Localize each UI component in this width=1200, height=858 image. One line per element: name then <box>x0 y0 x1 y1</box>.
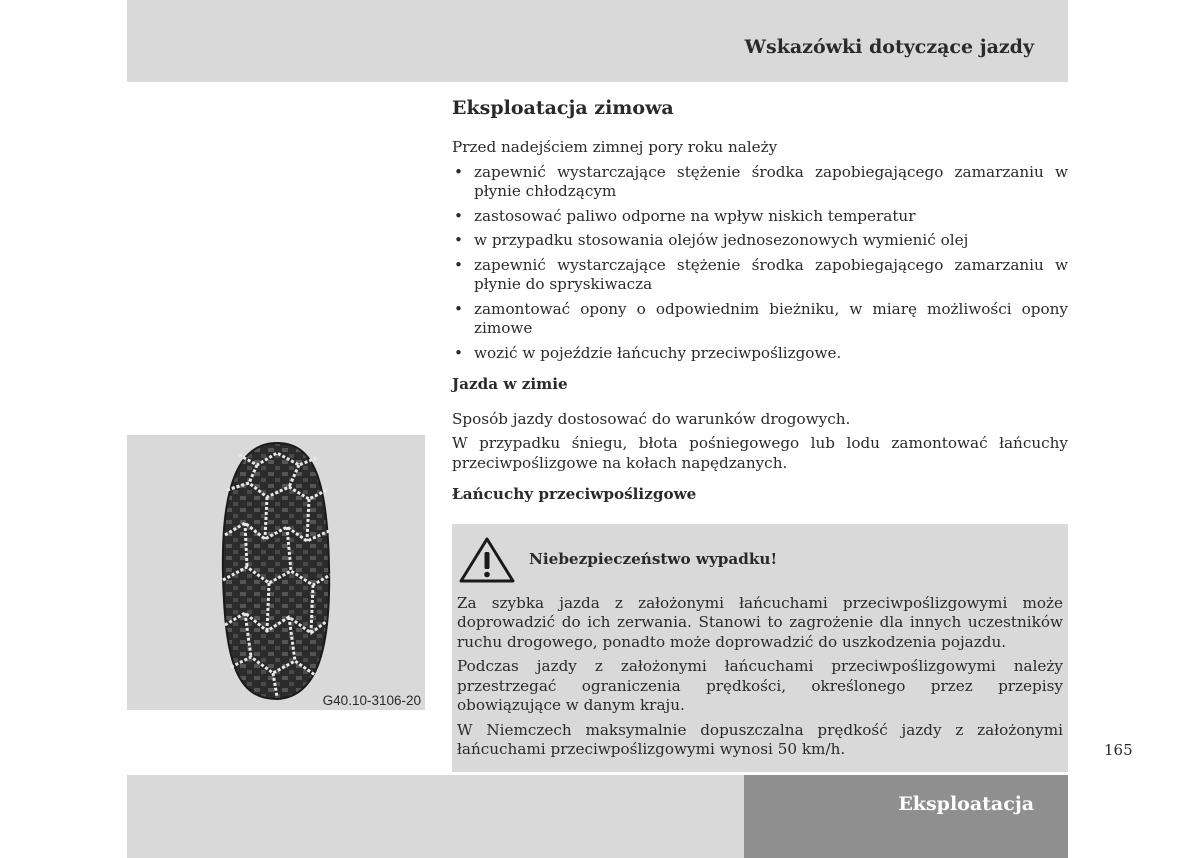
page-number: 165 <box>1104 741 1133 759</box>
paragraph: W przypadku śniegu, błota pośniegowego lub lodu zamontować łańcuchy przeciwpoślizgowe na kołach napędzanych. <box>452 434 1068 472</box>
footer-chapter-label: Eksploatacja <box>898 793 1034 815</box>
section-title: Eksploatacja zimowa <box>452 97 674 119</box>
paragraph: Sposób jazdy dostosować do warunków drogowych. <box>452 409 851 428</box>
warning-paragraph: Podczas jazdy z założonymi łańcuchami przeciwpoślizgowymi należy przestrzegać ograniczenia prędkości, określonego przez przepisy obowiązujące w danym kraju. <box>457 657 1063 714</box>
winter-checklist <box>452 163 1068 364</box>
list-item: • wozić w pojeździe łańcuchy przeciwpoślizgowe. <box>452 344 1068 364</box>
winter-driving-heading: Jazda w zimie <box>452 375 568 393</box>
list-item: • w przypadku stosowania olejów jednosezonowych wymienić olej <box>452 231 1068 251</box>
snow-chains-heading: Łańcuchy przeciwpoślizgowe <box>452 485 697 503</box>
list-item: • zastosować paliwo odporne na wpływ niskich temperatur <box>452 207 1068 227</box>
tire-with-snow-chains-illustration <box>127 435 425 710</box>
footer-band <box>127 775 744 858</box>
tire-chain-figure <box>127 435 425 710</box>
header-band <box>127 0 1068 82</box>
chapter-title: Wskazówki dotyczące jazdy <box>744 36 1034 58</box>
warning-triangle-icon <box>458 536 516 584</box>
list-item: • zapewnić wystarczające stężenie środka zapobiegającego zamarzaniu w płynie chłodzącym <box>452 163 1068 202</box>
list-item: • zamontować opony o odpowiednim bieżniku, w miarę możliwości opony zimowe <box>452 300 1068 339</box>
warning-title: Niebezpieczeństwo wypadku! <box>529 549 778 568</box>
warning-header <box>457 536 1063 584</box>
warning-box <box>452 524 1068 772</box>
warning-paragraph: W Niemczech maksymalnie dopuszczalna prędkość jazdy z założonymi łańcuchami przeciwpoślizgowymi wynosi 50 km/h. <box>457 720 1063 758</box>
warning-paragraph: Za szybka jazda z założonymi łańcuchami przeciwpoślizgowymi może doprowadzić do ich zerwania. Stanowi to zagrożenie dla innych uczestników ruchu drogowego, ponadto może doprowadzić do uszkodzenia pojazdu. <box>457 593 1063 651</box>
intro-text: Przed nadejściem zimnej pory roku należy <box>452 138 778 156</box>
main-content <box>452 96 1068 772</box>
figure-code: G40.10-3106-20 <box>322 693 421 708</box>
list-item: • zapewnić wystarczające stężenie środka zapobiegającego zamarzaniu w płynie do spryskiwacza <box>452 256 1068 295</box>
footer-chapter-tab <box>744 775 1068 858</box>
